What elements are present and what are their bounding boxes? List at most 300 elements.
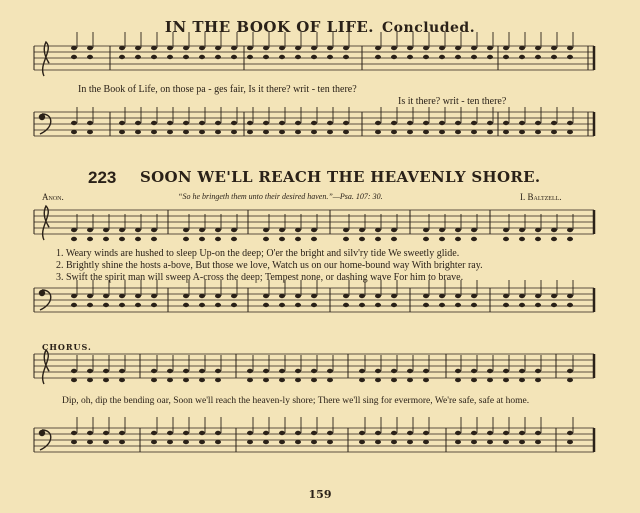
note-head <box>135 121 141 125</box>
note-head <box>183 369 189 373</box>
note-head <box>551 294 557 298</box>
note-head <box>359 431 365 435</box>
note-head <box>503 431 509 435</box>
note-head <box>71 237 77 241</box>
note-head <box>183 46 189 50</box>
note-head <box>279 369 285 373</box>
note-head <box>311 294 317 298</box>
note-head <box>183 55 189 59</box>
note-head <box>471 369 477 373</box>
note-head <box>151 237 157 241</box>
note-head <box>375 440 381 444</box>
note-head <box>135 237 141 241</box>
note-head <box>535 228 541 232</box>
note-head <box>71 55 77 59</box>
note-head <box>535 55 541 59</box>
note-head <box>247 440 253 444</box>
note-head <box>343 294 349 298</box>
note-head <box>199 369 205 373</box>
note-head <box>119 431 125 435</box>
note-head <box>167 369 173 373</box>
note-head <box>519 303 525 307</box>
note-head <box>455 237 461 241</box>
note-head <box>247 130 253 134</box>
note-head <box>359 303 365 307</box>
note-head <box>215 55 221 59</box>
note-head <box>71 46 77 50</box>
note-head <box>87 55 93 59</box>
note-head <box>279 237 285 241</box>
note-head <box>231 55 237 59</box>
note-head <box>279 294 285 298</box>
note-head <box>183 431 189 435</box>
note-head <box>311 121 317 125</box>
note-head <box>167 431 173 435</box>
note-head <box>567 294 573 298</box>
note-head <box>199 46 205 50</box>
note-head <box>503 440 509 444</box>
note-head <box>215 303 221 307</box>
lyric-line: Is it there? writ - ten there? <box>398 96 507 107</box>
note-head <box>199 440 205 444</box>
note-head <box>551 55 557 59</box>
note-head <box>151 55 157 59</box>
note-head <box>439 55 445 59</box>
note-head <box>327 55 333 59</box>
note-head <box>167 55 173 59</box>
note-head <box>295 121 301 125</box>
note-head <box>407 121 413 125</box>
chorus-lyric: Dip, oh, dip the bending oar, Soon we'll reach the heaven-ly shore; There we'll sing for evermore, We're safe, safe at home. <box>62 396 530 406</box>
note-head <box>247 55 253 59</box>
note-head <box>119 303 125 307</box>
note-head <box>215 228 221 232</box>
note-head <box>215 130 221 134</box>
note-head <box>471 55 477 59</box>
note-head <box>535 237 541 241</box>
note-head <box>471 294 477 298</box>
note-head <box>535 378 541 382</box>
note-head <box>359 228 365 232</box>
note-head <box>567 121 573 125</box>
note-head <box>119 440 125 444</box>
note-head <box>215 46 221 50</box>
note-head <box>519 431 525 435</box>
note-head <box>439 237 445 241</box>
note-head <box>119 46 125 50</box>
note-head <box>487 46 493 50</box>
note-head <box>215 378 221 382</box>
note-head <box>167 440 173 444</box>
lyric-line: In the Book of Life, on those pa - ges fair, Is it there? writ - ten there? <box>78 84 357 95</box>
note-head <box>215 369 221 373</box>
note-head <box>375 303 381 307</box>
note-head <box>343 121 349 125</box>
note-head <box>87 130 93 134</box>
note-head <box>87 369 93 373</box>
note-head <box>87 46 93 50</box>
note-head <box>375 55 381 59</box>
note-head <box>199 431 205 435</box>
note-head <box>183 378 189 382</box>
note-head <box>407 369 413 373</box>
note-head <box>215 294 221 298</box>
note-head <box>407 46 413 50</box>
note-head <box>167 46 173 50</box>
note-head <box>391 431 397 435</box>
verse-line: 2. Brightly shine the hosts a-bove, But those we love, Watch us on our home-bound way With brighter ray. <box>56 260 483 271</box>
note-head <box>183 237 189 241</box>
note-head <box>247 378 253 382</box>
page-number: 159 <box>308 488 332 501</box>
note-head <box>71 294 77 298</box>
note-head <box>471 440 477 444</box>
note-head <box>439 121 445 125</box>
note-head <box>199 294 205 298</box>
note-head <box>439 294 445 298</box>
note-head <box>311 431 317 435</box>
note-head <box>423 55 429 59</box>
note-head <box>519 369 525 373</box>
note-head <box>279 228 285 232</box>
note-head <box>567 130 573 134</box>
note-head <box>247 46 253 50</box>
section-title <box>0 18 640 36</box>
note-head <box>87 294 93 298</box>
note-head <box>359 440 365 444</box>
note-head <box>503 294 509 298</box>
note-head <box>423 378 429 382</box>
note-head <box>359 294 365 298</box>
note-head <box>455 55 461 59</box>
note-head <box>567 378 573 382</box>
note-head <box>471 130 477 134</box>
note-head <box>519 294 525 298</box>
note-head <box>391 46 397 50</box>
note-head <box>375 237 381 241</box>
note-head <box>71 228 77 232</box>
note-head <box>215 431 221 435</box>
note-head <box>407 378 413 382</box>
hymn-number: 223 <box>88 168 117 187</box>
note-head <box>263 440 269 444</box>
note-head <box>455 228 461 232</box>
note-head <box>455 369 461 373</box>
note-head <box>327 369 333 373</box>
note-head <box>535 130 541 134</box>
note-head <box>487 369 493 373</box>
note-head <box>183 228 189 232</box>
note-head <box>551 46 557 50</box>
note-head <box>359 237 365 241</box>
note-head <box>263 431 269 435</box>
note-head <box>471 378 477 382</box>
note-head <box>567 237 573 241</box>
note-head <box>343 130 349 134</box>
note-head <box>295 46 301 50</box>
note-head <box>455 431 461 435</box>
note-head <box>231 294 237 298</box>
note-head <box>423 303 429 307</box>
note-head <box>391 121 397 125</box>
note-head <box>167 130 173 134</box>
note-head <box>215 440 221 444</box>
note-head <box>471 431 477 435</box>
note-head <box>295 228 301 232</box>
note-head <box>423 294 429 298</box>
title-text: IN THE BOOK OF LIFE. <box>164 18 375 36</box>
verse-line: 1. Weary winds are hushed to sleep Up-on the deep; O'er the bright and silv'ry tide We sweetly glide. <box>56 248 460 259</box>
note-head <box>295 55 301 59</box>
note-head <box>247 121 253 125</box>
note-head <box>71 378 77 382</box>
treble-clef <box>43 42 49 76</box>
note-head <box>503 228 509 232</box>
note-head <box>375 121 381 125</box>
note-head <box>231 237 237 241</box>
note-head <box>199 228 205 232</box>
note-head <box>119 55 125 59</box>
note-head <box>455 130 461 134</box>
note-head <box>119 294 125 298</box>
note-head <box>327 46 333 50</box>
note-head <box>279 440 285 444</box>
note-head <box>551 228 557 232</box>
note-head <box>391 440 397 444</box>
note-head <box>135 55 141 59</box>
note-head <box>359 369 365 373</box>
note-head <box>551 130 557 134</box>
note-head <box>487 378 493 382</box>
note-head <box>263 55 269 59</box>
note-head <box>247 369 253 373</box>
note-head <box>359 378 365 382</box>
note-head <box>439 303 445 307</box>
note-head <box>327 440 333 444</box>
note-head <box>407 431 413 435</box>
note-head <box>375 46 381 50</box>
note-head <box>151 369 157 373</box>
note-head <box>135 228 141 232</box>
note-head <box>87 121 93 125</box>
note-head <box>343 46 349 50</box>
note-head <box>87 378 93 382</box>
note-head <box>455 121 461 125</box>
note-head <box>231 303 237 307</box>
note-head <box>551 237 557 241</box>
note-head <box>503 55 509 59</box>
verse-line: 3. Swift the spirit man will sweep A-cross the deep; Tempest none, or dashing wave For him to brave. <box>56 272 464 283</box>
note-head <box>135 303 141 307</box>
note-head <box>327 378 333 382</box>
note-head <box>295 440 301 444</box>
note-head <box>135 294 141 298</box>
note-head <box>311 130 317 134</box>
note-head <box>167 378 173 382</box>
note-head <box>199 55 205 59</box>
note-head <box>103 294 109 298</box>
note-head <box>391 294 397 298</box>
note-head <box>71 369 77 373</box>
note-head <box>119 130 125 134</box>
note-head <box>519 130 525 134</box>
note-head <box>535 303 541 307</box>
note-head <box>535 369 541 373</box>
note-head <box>279 46 285 50</box>
note-head <box>199 121 205 125</box>
note-head <box>103 431 109 435</box>
note-head <box>311 378 317 382</box>
note-head <box>471 303 477 307</box>
note-head <box>311 46 317 50</box>
note-head <box>423 440 429 444</box>
note-head <box>279 121 285 125</box>
note-head <box>567 228 573 232</box>
note-head <box>487 55 493 59</box>
note-head <box>103 440 109 444</box>
note-head <box>231 46 237 50</box>
note-head <box>119 378 125 382</box>
note-head <box>519 121 525 125</box>
note-head <box>407 440 413 444</box>
note-head <box>567 303 573 307</box>
note-head <box>391 228 397 232</box>
note-head <box>151 121 157 125</box>
note-head <box>167 121 173 125</box>
note-head <box>231 130 237 134</box>
note-head <box>391 130 397 134</box>
note-head <box>503 237 509 241</box>
note-head <box>503 378 509 382</box>
note-head <box>103 369 109 373</box>
note-head <box>247 431 253 435</box>
note-head <box>103 303 109 307</box>
note-head <box>119 121 125 125</box>
note-head <box>295 378 301 382</box>
note-head <box>295 431 301 435</box>
note-head <box>407 130 413 134</box>
note-head <box>87 237 93 241</box>
note-head <box>151 294 157 298</box>
treble-clef <box>43 206 49 240</box>
note-head <box>423 431 429 435</box>
note-head <box>455 303 461 307</box>
note-head <box>407 55 413 59</box>
note-head <box>391 237 397 241</box>
note-head <box>279 130 285 134</box>
note-head <box>327 130 333 134</box>
note-head <box>519 237 525 241</box>
note-head <box>183 130 189 134</box>
note-head <box>263 237 269 241</box>
note-head <box>567 431 573 435</box>
note-head <box>455 440 461 444</box>
note-head <box>487 130 493 134</box>
note-head <box>311 369 317 373</box>
note-head <box>471 228 477 232</box>
note-head <box>423 121 429 125</box>
note-head <box>423 130 429 134</box>
note-head <box>87 228 93 232</box>
note-head <box>279 378 285 382</box>
note-head <box>535 440 541 444</box>
note-head <box>503 303 509 307</box>
note-head <box>295 303 301 307</box>
note-head <box>231 121 237 125</box>
note-head <box>199 378 205 382</box>
note-head <box>455 46 461 50</box>
note-head <box>343 55 349 59</box>
note-head <box>87 431 93 435</box>
note-head <box>135 46 141 50</box>
note-head <box>535 46 541 50</box>
note-head <box>183 121 189 125</box>
note-head <box>311 440 317 444</box>
note-head <box>311 55 317 59</box>
author: Anon. <box>42 192 64 202</box>
note-head <box>87 440 93 444</box>
note-head <box>295 294 301 298</box>
note-head <box>199 130 205 134</box>
hymn-title: SOON WE'LL REACH THE HEAVENLY SHORE. <box>140 168 541 186</box>
note-head <box>519 228 525 232</box>
note-head <box>279 303 285 307</box>
title-suffix: Concluded. <box>382 20 476 36</box>
note-head <box>471 237 477 241</box>
note-head <box>119 369 125 373</box>
note-head <box>519 46 525 50</box>
note-head <box>535 121 541 125</box>
note-head <box>263 378 269 382</box>
note-head <box>263 228 269 232</box>
note-head <box>263 303 269 307</box>
note-head <box>455 378 461 382</box>
note-head <box>567 440 573 444</box>
note-head <box>503 369 509 373</box>
note-head <box>199 303 205 307</box>
note-head <box>343 228 349 232</box>
note-head <box>487 431 493 435</box>
note-head <box>487 121 493 125</box>
note-head <box>295 130 301 134</box>
note-head <box>71 303 77 307</box>
note-head <box>119 237 125 241</box>
chorus-label: CHORUS. <box>42 342 92 352</box>
note-head <box>231 228 237 232</box>
note-head <box>375 294 381 298</box>
note-head <box>535 431 541 435</box>
note-head <box>439 228 445 232</box>
note-head <box>423 237 429 241</box>
note-head <box>263 130 269 134</box>
note-head <box>343 303 349 307</box>
note-head <box>519 378 525 382</box>
note-head <box>503 46 509 50</box>
note-head <box>391 378 397 382</box>
note-head <box>391 369 397 373</box>
note-head <box>327 431 333 435</box>
note-head <box>311 228 317 232</box>
note-head <box>103 237 109 241</box>
note-head <box>423 228 429 232</box>
note-head <box>215 121 221 125</box>
note-head <box>183 294 189 298</box>
note-head <box>391 55 397 59</box>
note-head <box>439 46 445 50</box>
note-head <box>183 440 189 444</box>
note-head <box>519 440 525 444</box>
note-head <box>567 46 573 50</box>
